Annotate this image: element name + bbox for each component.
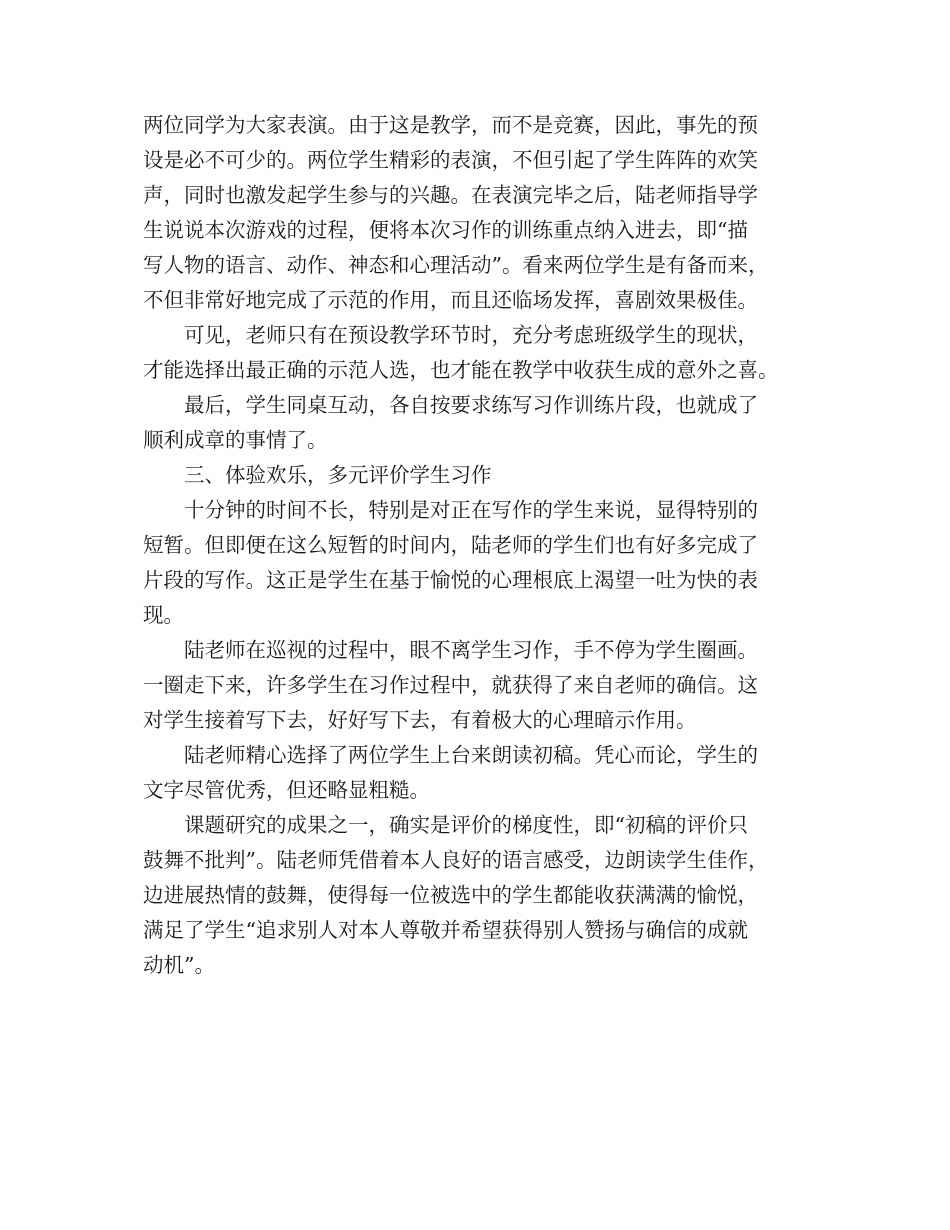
text-line: 短暂。但即便在这么短暂的时间内，陆老师的学生们也有好多完成了 [143, 533, 758, 557]
text-line: 动机”。 [143, 953, 215, 977]
text-line: 才能选择出最正确的示范人选，也才能在教学中收获生成的意外之喜。 [143, 358, 779, 382]
text-line: 设是必不可少的。两位学生精彩的表演，不但引起了学生阵阵的欢笑 [143, 148, 758, 172]
text-line: 鼓舞不批判”。陆老师凭借着本人良好的语言感受，边朗读学生佳作， [143, 848, 769, 872]
text-line: 课题研究的成果之一，确实是评价的梯度性，即“初稿的评价只 [184, 813, 748, 837]
text-line: 陆老师在巡视的过程中，眼不离学生习作，手不停为学生圈画。 [184, 638, 758, 662]
text-line: 声，同时也激发起学生参与的兴趣。在表演完毕之后，陆老师指导学 [143, 183, 758, 207]
document-body [143, 108, 823, 983]
text-line: 写人物的语言、动作、神态和心理活动”。看来两位学生是有备而来， [143, 253, 769, 277]
text-line: 不但非常好地完成了示范的作用，而且还临场发挥，喜剧效果极佳。 [143, 288, 758, 312]
text-line: 一圈走下来，许多学生在习作过程中，就获得了来自老师的确信。这 [143, 673, 758, 697]
text-line: 片段的写作。这正是学生在基于愉悦的心理根底上渴望一吐为快的表 [143, 568, 758, 592]
text-line: 文字尽管优秀，但还略显粗糙。 [143, 778, 430, 802]
text-line: 十分钟的时间不长，特别是对正在写作的学生来说，显得特别的 [184, 498, 758, 522]
text-line: 两位同学为大家表演。由于这是教学，而不是竞赛，因此，事先的预 [143, 113, 758, 137]
text-line: 三、体验欢乐，多元评价学生习作 [184, 463, 492, 487]
text-line: 陆老师精心选择了两位学生上台来朗读初稿。凭心而论，学生的 [184, 743, 758, 767]
text-line: 最后，学生同桌互动，各自按要求练写习作训练片段，也就成了 [184, 393, 758, 417]
text-line: 现。 [143, 603, 184, 627]
text-line: 顺利成章的事情了。 [143, 428, 328, 452]
text-line: 可见，老师只有在预设教学环节时，充分考虑班级学生的现状， [184, 323, 758, 347]
text-line: 生说说本次游戏的过程，便将本次习作的训练重点纳入进去，即“描 [143, 218, 748, 242]
text-line: 边进展热情的鼓舞，使得每一位被选中的学生都能收获满满的愉悦， [143, 883, 758, 907]
text-line: 满足了学生“追求别人对本人尊敬并希望获得别人赞扬与确信的成就 [143, 918, 748, 942]
text-line: 对学生接着写下去，好好写下去，有着极大的心理暗示作用。 [143, 708, 697, 732]
